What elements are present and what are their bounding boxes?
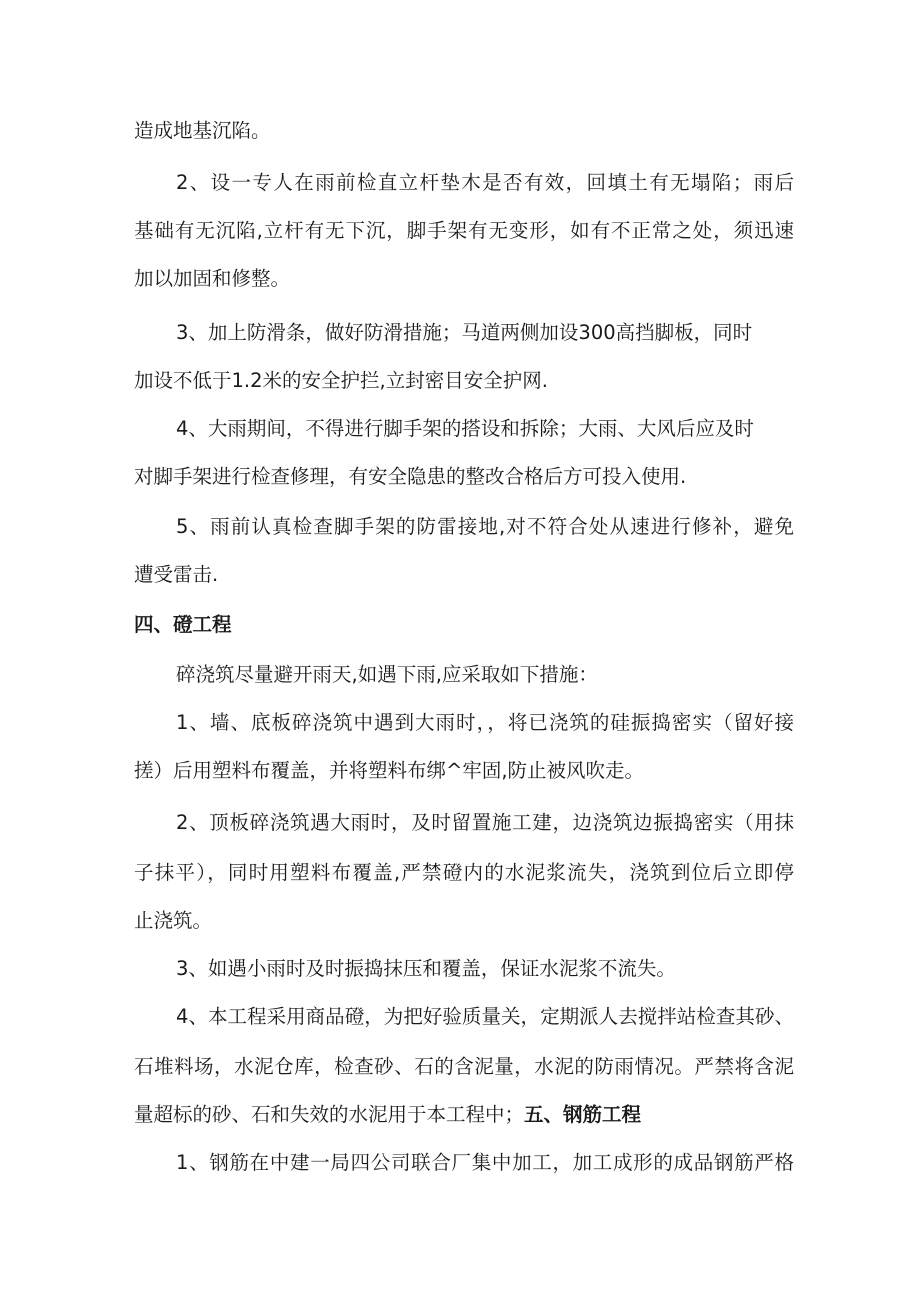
paragraph-line: 止浇筑。 (134, 909, 213, 932)
paragraph-line: 1、墙、底板碎浇筑中遇到大雨时，，将已浇筑的硅振捣密实（留好接 (176, 711, 794, 734)
paragraph-line: 4、本工程采用商品磴，为把好验质量关，定期派人去搅拌站检查其砂、 (176, 1005, 794, 1028)
paragraph-line: 基础有无沉陷,立杆有无下沉，脚手架有无变形，如有不正常之处，须迅速 (134, 219, 794, 242)
paragraph-line: 遭受雷击. (134, 563, 219, 586)
paragraph-line: 4、大雨期间，不得进行脚手架的搭设和拆除；大雨、大风后应及时 (176, 417, 754, 440)
paragraph-line: 2、顶板碎浇筑遇大雨时，及时留置施工建，边浇筑边振捣密实（用抹 (176, 811, 794, 834)
paragraph-line: 1、钢筋在中建一局四公司联合厂集中加工，加工成形的成品钢筋严格 (176, 1151, 794, 1174)
paragraph-line: 碎浇筑尽量避开雨天,如遇下雨,应采取如下措施： (176, 663, 598, 686)
paragraph-line: 造成地基沉陷。 (134, 119, 271, 142)
paragraph-line: 搓）后用塑料布覆盖，并将塑料布绑^牢固,防止被风吹走。 (134, 759, 645, 782)
paragraph-line: 5、雨前认真检查脚手架的防雷接地,对不符合处从速进行修补，避免 (176, 515, 794, 538)
paragraph-line (134, 1098, 794, 1132)
paragraph-line: 对脚手架进行检查修理，有安全隐患的整改合格后方可投入使用. (134, 465, 687, 488)
paragraph-line: 3、如遇小雨时及时振捣抹压和覆盖，保证水泥浆不流失。 (176, 957, 676, 980)
paragraph-line: 2、设一专人在雨前检直立杆垫木是否有效，回填土有无塌陷；雨后 (176, 171, 794, 194)
section-heading: 四、磴工程 (134, 613, 232, 636)
paragraph-line: 3、加上防滑条，做好防滑措施；马道两侧加设300高挡脚板，同时 (176, 321, 753, 344)
paragraph-line: 加以加固和修整。 (134, 267, 291, 290)
paragraph-text: 量超标的砂、石和失效的水泥用于本工程中； (134, 1103, 525, 1126)
paragraph-line: 加设不低于1.2米的安全护拦,立封密目安全护网. (134, 369, 548, 392)
paragraph-line: 石堆料场，水泥仓库，检查砂、石的含泥量，水泥的防雨情况。严禁将含泥 (134, 1055, 794, 1078)
section-heading-inline: 五、钢筋工程 (524, 1103, 642, 1126)
paragraph-line: 子抹平），同时用塑料布覆盖,严禁磴内的水泥浆流失，浇筑到位后立即停 (134, 861, 794, 884)
